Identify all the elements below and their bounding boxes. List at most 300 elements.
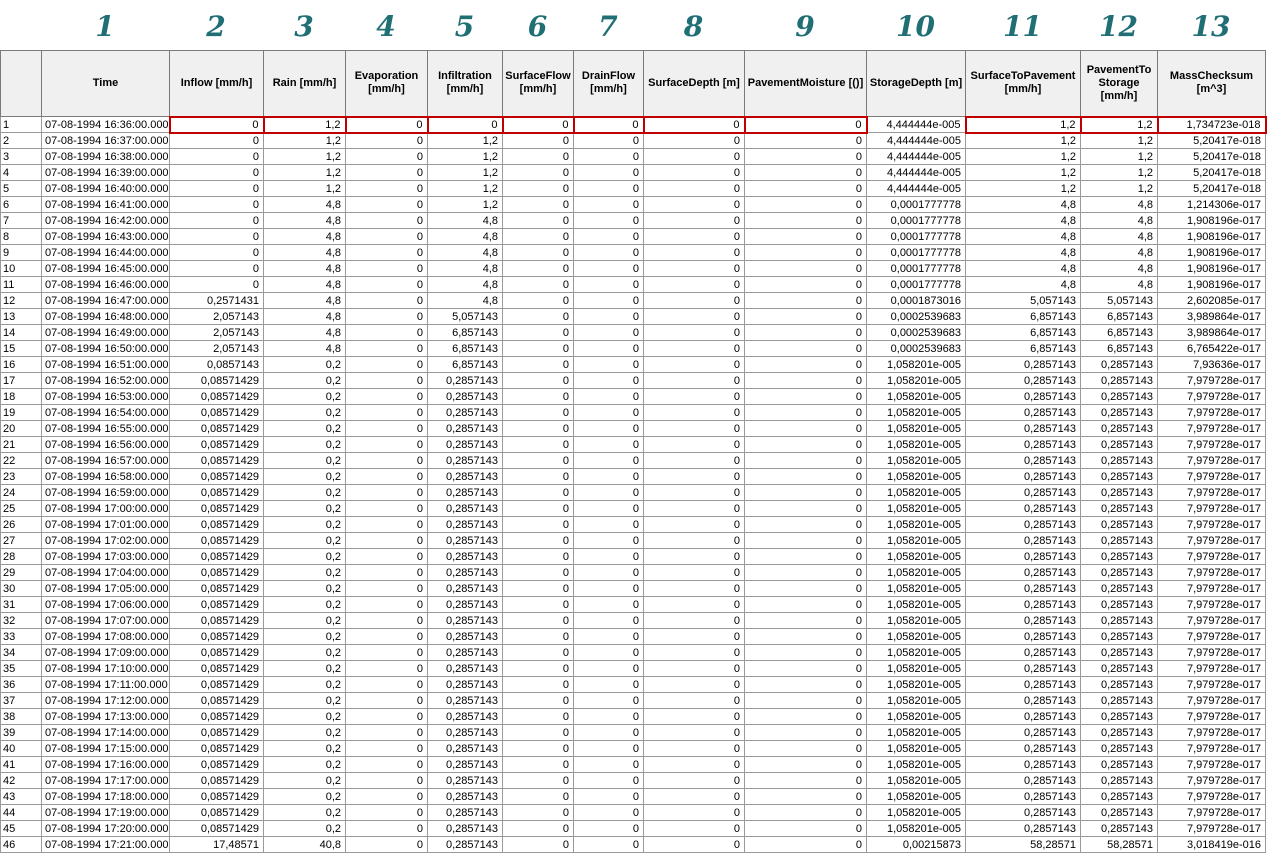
value-cell[interactable]: 7,979728e-017: [1158, 709, 1266, 725]
value-cell[interactable]: 0: [503, 325, 574, 341]
value-cell[interactable]: 0: [745, 709, 867, 725]
time-cell[interactable]: 07-08-1994 16:57:00.000: [42, 453, 170, 469]
value-cell[interactable]: 0: [503, 773, 574, 789]
value-cell[interactable]: 1,058201e-005: [867, 597, 966, 613]
value-cell[interactable]: 0: [574, 629, 644, 645]
value-cell[interactable]: 0: [574, 133, 644, 149]
value-cell[interactable]: 0: [745, 805, 867, 821]
value-cell[interactable]: 0,08571429: [170, 549, 264, 565]
time-cell[interactable]: 07-08-1994 16:49:00.000: [42, 325, 170, 341]
value-cell[interactable]: 5,20417e-018: [1158, 133, 1266, 149]
value-cell[interactable]: 0,2857143: [1081, 421, 1158, 437]
value-cell[interactable]: 0: [346, 181, 428, 197]
value-cell[interactable]: 0: [346, 261, 428, 277]
column-header-7[interactable]: DrainFlow [mm/h]: [574, 51, 644, 117]
value-cell[interactable]: 0: [745, 661, 867, 677]
value-cell[interactable]: 0,2857143: [966, 469, 1081, 485]
value-cell[interactable]: 0: [503, 709, 574, 725]
value-cell[interactable]: 0: [346, 117, 428, 133]
value-cell[interactable]: 0,2857143: [1081, 565, 1158, 581]
value-cell[interactable]: 0,2857143: [1081, 677, 1158, 693]
value-cell[interactable]: 0,2: [264, 789, 346, 805]
value-cell[interactable]: 0: [346, 373, 428, 389]
value-cell[interactable]: 7,979728e-017: [1158, 421, 1266, 437]
time-cell[interactable]: 07-08-1994 17:14:00.000: [42, 725, 170, 741]
value-cell[interactable]: 7,979728e-017: [1158, 437, 1266, 453]
value-cell[interactable]: 2,057143: [170, 341, 264, 357]
value-cell[interactable]: 0: [346, 405, 428, 421]
value-cell[interactable]: 0,2857143: [1081, 645, 1158, 661]
value-cell[interactable]: 0,2: [264, 645, 346, 661]
value-cell[interactable]: 0: [644, 229, 745, 245]
row-number[interactable]: 42: [1, 773, 42, 789]
value-cell[interactable]: 0: [346, 821, 428, 837]
value-cell[interactable]: 0: [346, 213, 428, 229]
value-cell[interactable]: 0: [503, 789, 574, 805]
value-cell[interactable]: 0,2: [264, 709, 346, 725]
column-header-6[interactable]: SurfaceFlow [mm/h]: [503, 51, 574, 117]
value-cell[interactable]: 0: [644, 485, 745, 501]
value-cell[interactable]: 0: [503, 357, 574, 373]
value-cell[interactable]: 0,08571429: [170, 597, 264, 613]
value-cell[interactable]: 0,08571429: [170, 581, 264, 597]
value-cell[interactable]: 0: [574, 613, 644, 629]
value-cell[interactable]: 0,08571429: [170, 757, 264, 773]
time-cell[interactable]: 07-08-1994 16:45:00.000: [42, 261, 170, 277]
row-number[interactable]: 41: [1, 757, 42, 773]
value-cell[interactable]: 7,979728e-017: [1158, 517, 1266, 533]
time-cell[interactable]: 07-08-1994 17:17:00.000: [42, 773, 170, 789]
value-cell[interactable]: 0: [644, 261, 745, 277]
time-cell[interactable]: 07-08-1994 17:15:00.000: [42, 741, 170, 757]
time-cell[interactable]: 07-08-1994 16:46:00.000: [42, 277, 170, 293]
value-cell[interactable]: 0: [574, 549, 644, 565]
value-cell[interactable]: 0,08571429: [170, 773, 264, 789]
row-number[interactable]: 8: [1, 229, 42, 245]
value-cell[interactable]: 0: [346, 661, 428, 677]
value-cell[interactable]: 1,2: [1081, 149, 1158, 165]
value-cell[interactable]: 7,979728e-017: [1158, 645, 1266, 661]
value-cell[interactable]: 0,2857143: [966, 613, 1081, 629]
value-cell[interactable]: 0: [745, 261, 867, 277]
value-cell[interactable]: 3,989864e-017: [1158, 325, 1266, 341]
value-cell[interactable]: 0: [574, 261, 644, 277]
value-cell[interactable]: 0,0857143: [170, 357, 264, 373]
value-cell[interactable]: 0,2: [264, 661, 346, 677]
value-cell[interactable]: 0: [644, 677, 745, 693]
value-cell[interactable]: 0: [346, 837, 428, 853]
value-cell[interactable]: 0,2857143: [428, 517, 503, 533]
value-cell[interactable]: 0: [644, 213, 745, 229]
value-cell[interactable]: 0: [346, 789, 428, 805]
value-cell[interactable]: 0: [574, 229, 644, 245]
value-cell[interactable]: 0,2: [264, 437, 346, 453]
value-cell[interactable]: 0,2: [264, 405, 346, 421]
value-cell[interactable]: 0,2857143: [1081, 773, 1158, 789]
value-cell[interactable]: 0,2857143: [1081, 709, 1158, 725]
value-cell[interactable]: 0: [745, 421, 867, 437]
time-cell[interactable]: 07-08-1994 17:05:00.000: [42, 581, 170, 597]
value-cell[interactable]: 0: [644, 149, 745, 165]
value-cell[interactable]: 0,2: [264, 741, 346, 757]
value-cell[interactable]: 0,2857143: [428, 581, 503, 597]
value-cell[interactable]: 7,979728e-017: [1158, 373, 1266, 389]
value-cell[interactable]: 0: [503, 389, 574, 405]
value-cell[interactable]: 0,2857143: [1081, 517, 1158, 533]
value-cell[interactable]: 0: [503, 309, 574, 325]
value-cell[interactable]: 0,2: [264, 677, 346, 693]
value-cell[interactable]: 4,8: [264, 213, 346, 229]
value-cell[interactable]: 0: [574, 693, 644, 709]
value-cell[interactable]: 6,765422e-017: [1158, 341, 1266, 357]
value-cell[interactable]: 0: [745, 133, 867, 149]
value-cell[interactable]: 7,979728e-017: [1158, 677, 1266, 693]
value-cell[interactable]: 0: [644, 197, 745, 213]
value-cell[interactable]: 7,979728e-017: [1158, 805, 1266, 821]
value-cell[interactable]: 0: [745, 645, 867, 661]
time-cell[interactable]: 07-08-1994 17:07:00.000: [42, 613, 170, 629]
time-cell[interactable]: 07-08-1994 16:36:00.000: [42, 117, 170, 133]
value-cell[interactable]: 0,08571429: [170, 565, 264, 581]
column-header-4[interactable]: Evaporation [mm/h]: [346, 51, 428, 117]
value-cell[interactable]: 0: [574, 581, 644, 597]
value-cell[interactable]: 0: [745, 469, 867, 485]
value-cell[interactable]: 0: [574, 357, 644, 373]
row-number[interactable]: 35: [1, 661, 42, 677]
value-cell[interactable]: 0,2857143: [966, 357, 1081, 373]
value-cell[interactable]: 0: [346, 277, 428, 293]
value-cell[interactable]: 0,2857143: [428, 773, 503, 789]
value-cell[interactable]: 0: [503, 293, 574, 309]
value-cell[interactable]: 0: [346, 549, 428, 565]
time-cell[interactable]: 07-08-1994 17:01:00.000: [42, 517, 170, 533]
value-cell[interactable]: 0,08571429: [170, 389, 264, 405]
value-cell[interactable]: 0: [745, 341, 867, 357]
value-cell[interactable]: 0,2857143: [966, 725, 1081, 741]
value-cell[interactable]: 0,2857143: [428, 693, 503, 709]
value-cell[interactable]: 0,2857143: [966, 501, 1081, 517]
value-cell[interactable]: 0,0001777778: [867, 261, 966, 277]
value-cell[interactable]: 0,08571429: [170, 709, 264, 725]
value-cell[interactable]: 0: [170, 245, 264, 261]
value-cell[interactable]: 0,2857143: [966, 693, 1081, 709]
value-cell[interactable]: 0: [745, 773, 867, 789]
value-cell[interactable]: 0: [644, 549, 745, 565]
value-cell[interactable]: 0: [745, 565, 867, 581]
value-cell[interactable]: 0: [346, 453, 428, 469]
row-number[interactable]: 32: [1, 613, 42, 629]
value-cell[interactable]: 0: [745, 405, 867, 421]
value-cell[interactable]: 0: [346, 469, 428, 485]
value-cell[interactable]: 1,2: [428, 165, 503, 181]
value-cell[interactable]: 1,2: [1081, 133, 1158, 149]
value-cell[interactable]: 0: [503, 597, 574, 613]
value-cell[interactable]: 0: [644, 565, 745, 581]
value-cell[interactable]: 0,2857143: [966, 629, 1081, 645]
value-cell[interactable]: 4,8: [1081, 277, 1158, 293]
value-cell[interactable]: 0,2857143: [1081, 485, 1158, 501]
value-cell[interactable]: 0: [574, 469, 644, 485]
value-cell[interactable]: 0: [745, 453, 867, 469]
value-cell[interactable]: 0: [574, 725, 644, 741]
value-cell[interactable]: 0: [346, 533, 428, 549]
value-cell[interactable]: 1,058201e-005: [867, 357, 966, 373]
value-cell[interactable]: 0,08571429: [170, 661, 264, 677]
value-cell[interactable]: 0: [503, 725, 574, 741]
value-cell[interactable]: 0,2857143: [1081, 693, 1158, 709]
value-cell[interactable]: 0: [745, 613, 867, 629]
value-cell[interactable]: 7,979728e-017: [1158, 741, 1266, 757]
value-cell[interactable]: 1,058201e-005: [867, 501, 966, 517]
value-cell[interactable]: 1,908196e-017: [1158, 277, 1266, 293]
value-cell[interactable]: 7,979728e-017: [1158, 725, 1266, 741]
value-cell[interactable]: 0: [346, 645, 428, 661]
value-cell[interactable]: 0,2857143: [966, 549, 1081, 565]
value-cell[interactable]: 0: [574, 645, 644, 661]
value-cell[interactable]: 0: [574, 181, 644, 197]
value-cell[interactable]: 1,058201e-005: [867, 677, 966, 693]
row-number[interactable]: 15: [1, 341, 42, 357]
value-cell[interactable]: 1,058201e-005: [867, 629, 966, 645]
value-cell[interactable]: 0: [644, 613, 745, 629]
value-cell[interactable]: 0,2857143: [966, 661, 1081, 677]
value-cell[interactable]: 0,2: [264, 821, 346, 837]
value-cell[interactable]: 1,2: [264, 165, 346, 181]
value-cell[interactable]: 4,8: [966, 197, 1081, 213]
value-cell[interactable]: 0: [745, 181, 867, 197]
value-cell[interactable]: 1,058201e-005: [867, 517, 966, 533]
value-cell[interactable]: 0,2857143: [428, 533, 503, 549]
value-cell[interactable]: 1,2: [966, 181, 1081, 197]
row-number[interactable]: 26: [1, 517, 42, 533]
time-cell[interactable]: 07-08-1994 17:21:00.000: [42, 837, 170, 853]
value-cell[interactable]: 0,2857143: [1081, 789, 1158, 805]
value-cell[interactable]: 1,058201e-005: [867, 757, 966, 773]
value-cell[interactable]: 0: [346, 165, 428, 181]
value-cell[interactable]: 0,2857143: [428, 597, 503, 613]
value-cell[interactable]: 0: [574, 405, 644, 421]
value-cell[interactable]: 0: [745, 629, 867, 645]
value-cell[interactable]: 6,857143: [966, 325, 1081, 341]
value-cell[interactable]: 0: [503, 453, 574, 469]
value-cell[interactable]: 0: [503, 165, 574, 181]
time-cell[interactable]: 07-08-1994 16:44:00.000: [42, 245, 170, 261]
value-cell[interactable]: 0: [170, 181, 264, 197]
value-cell[interactable]: 0: [644, 245, 745, 261]
row-number[interactable]: 14: [1, 325, 42, 341]
value-cell[interactable]: 0: [745, 437, 867, 453]
value-cell[interactable]: 1,058201e-005: [867, 549, 966, 565]
value-cell[interactable]: 1,058201e-005: [867, 485, 966, 501]
value-cell[interactable]: 0: [503, 485, 574, 501]
value-cell[interactable]: 0: [503, 629, 574, 645]
value-cell[interactable]: 0: [644, 133, 745, 149]
value-cell[interactable]: 0,2857143: [1081, 661, 1158, 677]
value-cell[interactable]: 0: [644, 837, 745, 853]
value-cell[interactable]: 0,2857143: [428, 789, 503, 805]
column-header-8[interactable]: SurfaceDepth [m]: [644, 51, 745, 117]
value-cell[interactable]: 0,2857143: [1081, 549, 1158, 565]
value-cell[interactable]: 4,8: [264, 293, 346, 309]
value-cell[interactable]: 0: [346, 517, 428, 533]
value-cell[interactable]: 0: [574, 517, 644, 533]
value-cell[interactable]: 7,979728e-017: [1158, 533, 1266, 549]
value-cell[interactable]: 1,2: [428, 181, 503, 197]
value-cell[interactable]: 4,8: [966, 229, 1081, 245]
value-cell[interactable]: 0,2857143: [1081, 469, 1158, 485]
value-cell[interactable]: 1,058201e-005: [867, 693, 966, 709]
value-cell[interactable]: 0: [503, 501, 574, 517]
value-cell[interactable]: 0,2857143: [966, 645, 1081, 661]
value-cell[interactable]: 1,058201e-005: [867, 437, 966, 453]
value-cell[interactable]: 0,2: [264, 693, 346, 709]
value-cell[interactable]: 0: [503, 565, 574, 581]
value-cell[interactable]: 0: [574, 149, 644, 165]
value-cell[interactable]: 1,2: [428, 197, 503, 213]
value-cell[interactable]: 0,2857143: [1081, 757, 1158, 773]
value-cell[interactable]: 0: [745, 213, 867, 229]
value-cell[interactable]: 4,8: [264, 309, 346, 325]
value-cell[interactable]: 0: [574, 341, 644, 357]
value-cell[interactable]: 7,979728e-017: [1158, 789, 1266, 805]
row-number[interactable]: 46: [1, 837, 42, 853]
value-cell[interactable]: 6,857143: [428, 357, 503, 373]
value-cell[interactable]: 0: [346, 389, 428, 405]
value-cell[interactable]: 0: [745, 741, 867, 757]
value-cell[interactable]: 4,8: [428, 261, 503, 277]
value-cell[interactable]: 0: [644, 789, 745, 805]
value-cell[interactable]: 1,058201e-005: [867, 581, 966, 597]
column-header-2[interactable]: Inflow [mm/h]: [170, 51, 264, 117]
time-cell[interactable]: 07-08-1994 17:19:00.000: [42, 805, 170, 821]
value-cell[interactable]: 0: [346, 341, 428, 357]
value-cell[interactable]: 0,2: [264, 421, 346, 437]
value-cell[interactable]: 0: [574, 197, 644, 213]
value-cell[interactable]: 0,08571429: [170, 437, 264, 453]
row-number[interactable]: 3: [1, 149, 42, 165]
value-cell[interactable]: 0,08571429: [170, 453, 264, 469]
value-cell[interactable]: 0,08571429: [170, 501, 264, 517]
value-cell[interactable]: 0: [745, 389, 867, 405]
value-cell[interactable]: 0: [428, 117, 503, 133]
value-cell[interactable]: 0: [745, 293, 867, 309]
value-cell[interactable]: 1,058201e-005: [867, 821, 966, 837]
value-cell[interactable]: 1,734723e-018: [1158, 117, 1266, 133]
value-cell[interactable]: 0: [346, 501, 428, 517]
value-cell[interactable]: 0: [503, 549, 574, 565]
value-cell[interactable]: 0: [346, 133, 428, 149]
value-cell[interactable]: 0,2857143: [966, 789, 1081, 805]
time-cell[interactable]: 07-08-1994 16:41:00.000: [42, 197, 170, 213]
value-cell[interactable]: 0: [574, 709, 644, 725]
value-cell[interactable]: 0: [574, 245, 644, 261]
value-cell[interactable]: 0,2857143: [966, 821, 1081, 837]
value-cell[interactable]: 1,2: [966, 149, 1081, 165]
value-cell[interactable]: 0: [574, 213, 644, 229]
row-number[interactable]: 30: [1, 581, 42, 597]
value-cell[interactable]: 1,058201e-005: [867, 405, 966, 421]
value-cell[interactable]: 0: [644, 581, 745, 597]
value-cell[interactable]: 5,20417e-018: [1158, 181, 1266, 197]
value-cell[interactable]: 0: [745, 693, 867, 709]
row-number[interactable]: 45: [1, 821, 42, 837]
value-cell[interactable]: 0: [644, 325, 745, 341]
value-cell[interactable]: 0: [346, 581, 428, 597]
value-cell[interactable]: 0,2857143: [966, 581, 1081, 597]
value-cell[interactable]: 0: [346, 149, 428, 165]
value-cell[interactable]: 0: [346, 677, 428, 693]
value-cell[interactable]: 0: [346, 197, 428, 213]
value-cell[interactable]: 0,2857143: [966, 389, 1081, 405]
value-cell[interactable]: 0,2857143: [428, 645, 503, 661]
value-cell[interactable]: 0,2: [264, 613, 346, 629]
value-cell[interactable]: 0,2857143: [428, 389, 503, 405]
value-cell[interactable]: 0,2: [264, 597, 346, 613]
value-cell[interactable]: 0: [346, 357, 428, 373]
value-cell[interactable]: 6,857143: [1081, 341, 1158, 357]
value-cell[interactable]: 0: [745, 517, 867, 533]
value-cell[interactable]: 4,444444e-005: [867, 149, 966, 165]
value-cell[interactable]: 0,2857143: [1081, 597, 1158, 613]
value-cell[interactable]: 0: [644, 661, 745, 677]
value-cell[interactable]: 4,8: [1081, 197, 1158, 213]
value-cell[interactable]: 0,2: [264, 389, 346, 405]
value-cell[interactable]: 0,2857143: [1081, 501, 1158, 517]
value-cell[interactable]: 0: [644, 165, 745, 181]
value-cell[interactable]: 0: [745, 325, 867, 341]
value-cell[interactable]: 7,979728e-017: [1158, 581, 1266, 597]
value-cell[interactable]: 0,0002539683: [867, 325, 966, 341]
value-cell[interactable]: 3,989864e-017: [1158, 309, 1266, 325]
value-cell[interactable]: 0,0001777778: [867, 245, 966, 261]
value-cell[interactable]: 0: [644, 645, 745, 661]
value-cell[interactable]: 0,2857143: [428, 437, 503, 453]
value-cell[interactable]: 4,444444e-005: [867, 181, 966, 197]
value-cell[interactable]: 4,8: [428, 229, 503, 245]
time-cell[interactable]: 07-08-1994 16:43:00.000: [42, 229, 170, 245]
value-cell[interactable]: 0,2857143: [428, 661, 503, 677]
value-cell[interactable]: 1,058201e-005: [867, 725, 966, 741]
value-cell[interactable]: 40,8: [264, 837, 346, 853]
value-cell[interactable]: 0: [644, 501, 745, 517]
value-cell[interactable]: 0,2: [264, 469, 346, 485]
value-cell[interactable]: 0: [644, 629, 745, 645]
value-cell[interactable]: 0: [745, 309, 867, 325]
value-cell[interactable]: 4,8: [428, 245, 503, 261]
value-cell[interactable]: 1,214306e-017: [1158, 197, 1266, 213]
value-cell[interactable]: 0: [644, 709, 745, 725]
value-cell[interactable]: 0,2: [264, 773, 346, 789]
value-cell[interactable]: 0,08571429: [170, 517, 264, 533]
time-cell[interactable]: 07-08-1994 16:55:00.000: [42, 421, 170, 437]
time-cell[interactable]: 07-08-1994 17:02:00.000: [42, 533, 170, 549]
value-cell[interactable]: 0: [644, 277, 745, 293]
time-cell[interactable]: 07-08-1994 17:10:00.000: [42, 661, 170, 677]
value-cell[interactable]: 4,8: [264, 325, 346, 341]
value-cell[interactable]: 4,8: [428, 293, 503, 309]
row-number[interactable]: 38: [1, 709, 42, 725]
value-cell[interactable]: 0,2: [264, 485, 346, 501]
time-cell[interactable]: 07-08-1994 17:00:00.000: [42, 501, 170, 517]
value-cell[interactable]: 0,08571429: [170, 645, 264, 661]
value-cell[interactable]: 7,979728e-017: [1158, 549, 1266, 565]
value-cell[interactable]: 0,2857143: [428, 421, 503, 437]
value-cell[interactable]: 0: [503, 821, 574, 837]
time-cell[interactable]: 07-08-1994 16:56:00.000: [42, 437, 170, 453]
value-cell[interactable]: 0,2857143: [428, 469, 503, 485]
time-cell[interactable]: 07-08-1994 16:47:00.000: [42, 293, 170, 309]
value-cell[interactable]: 0,2571431: [170, 293, 264, 309]
